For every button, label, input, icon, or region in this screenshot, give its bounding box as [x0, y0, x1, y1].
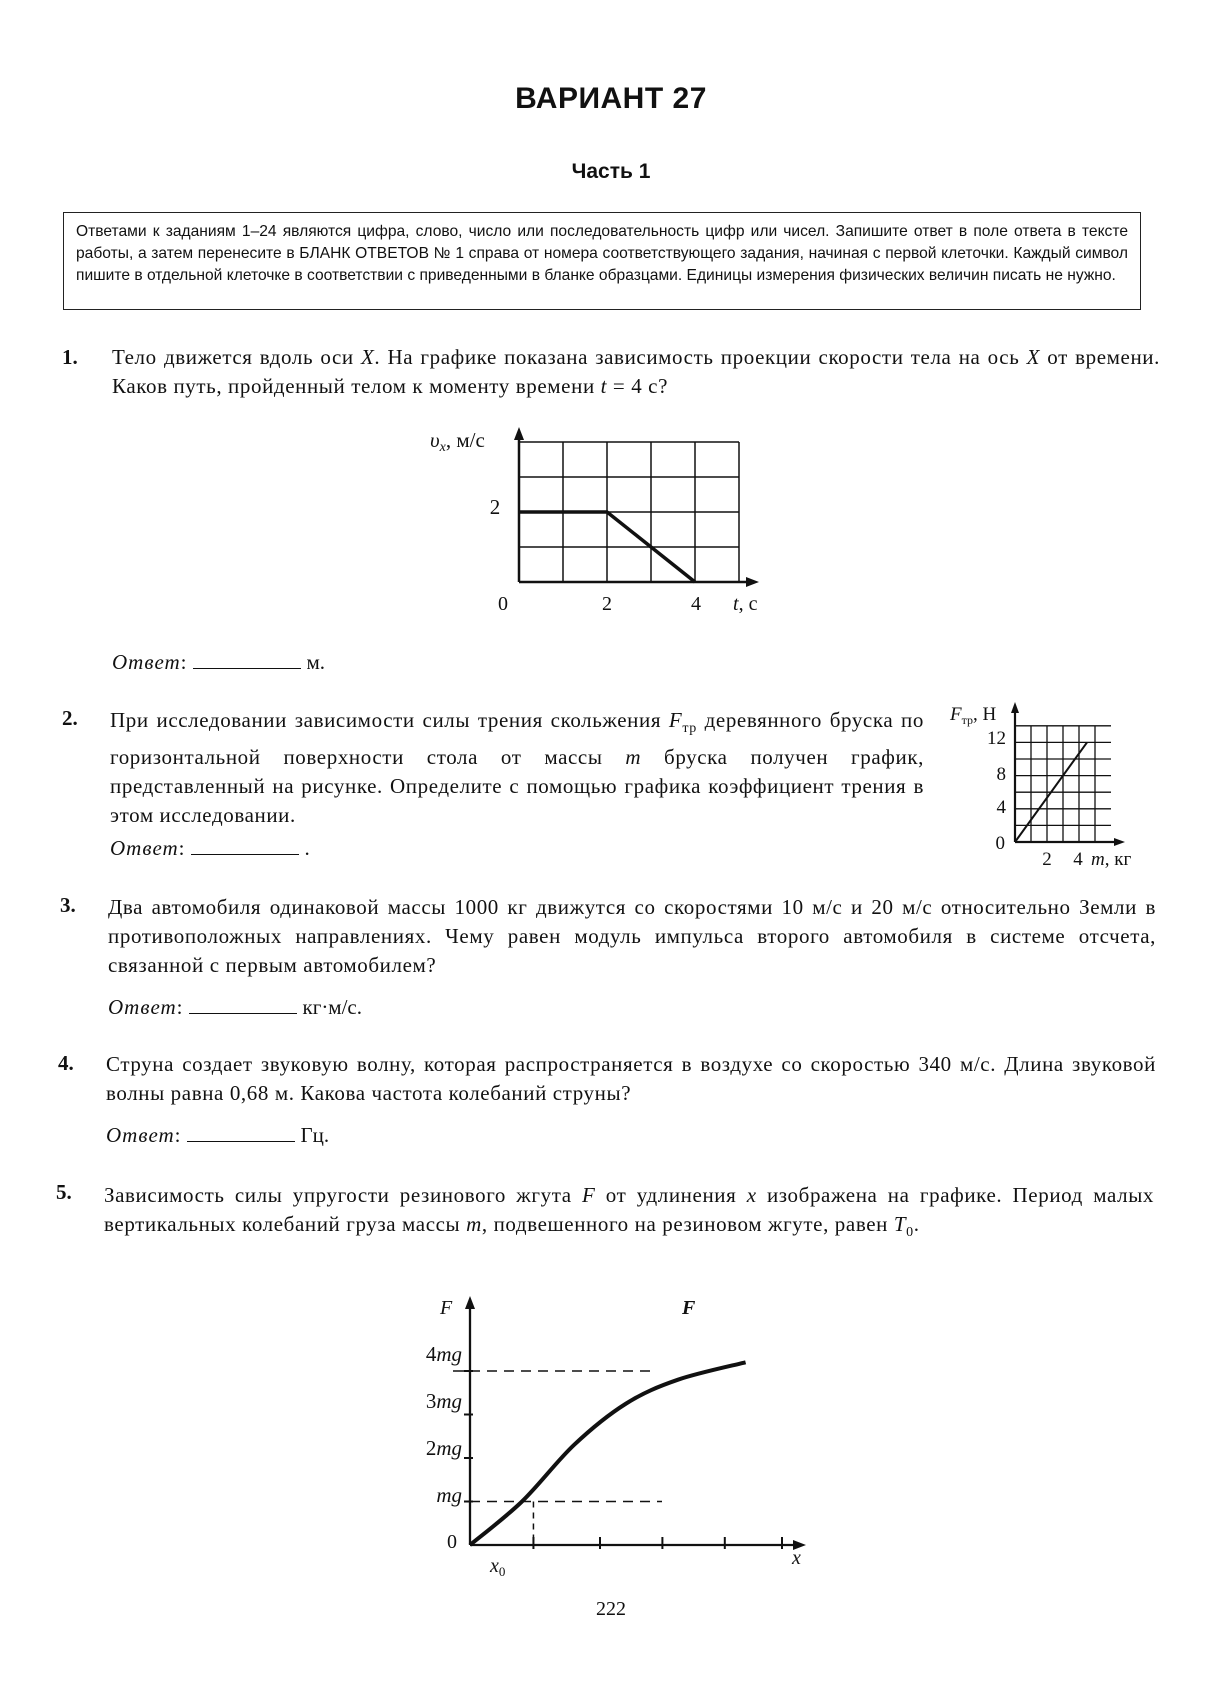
answer-field-2[interactable]	[191, 836, 299, 855]
q5-ytick-4mg: 4mg	[425, 1342, 462, 1366]
question-2-text: При исследовании зависимости силы трения скольжения $F_{тр}$ деревянного бруска по горизонтальной поверхности стола от массы m бруска получен график, представленный на рисунке. Определите с помощью графика коэффициент трения в этом исследовании.	[110, 708, 924, 828]
q5-curve-label: F	[682, 1297, 696, 1319]
q5-series-curve	[470, 1362, 746, 1545]
chart-q5	[390, 1290, 830, 1580]
q1-x-label: t, с	[733, 593, 758, 615]
answer-field-3[interactable]	[189, 995, 297, 1014]
q2-ytick-4: 4	[996, 797, 1006, 818]
question-3-text: Два автомобиля одинаковой массы 1000 кг движутся со скоростями 10 м/с и 20 м/с относительно Земли в противоположных направлениях. Чему равен модуль импульса второго автомобиля в системе отсчета, связанной с первым автомобилем?	[108, 895, 1156, 977]
q1-xtick-2: 2	[602, 593, 612, 615]
q1-ytick-2: 2	[489, 495, 501, 519]
q2-x-label: m, кг	[1091, 849, 1132, 870]
q1-origin-label: 0	[498, 593, 508, 615]
chart-q1	[400, 420, 780, 615]
question-2-number: 2.	[62, 706, 78, 730]
q1-xtick-4: 4	[691, 593, 701, 615]
q2-xtick-2: 2	[1042, 849, 1052, 870]
question-4-number: 4.	[58, 1051, 74, 1075]
q2-ytick-8: 8	[996, 764, 1006, 785]
q5-y-label: F	[440, 1297, 453, 1319]
q5-origin-label: 0	[447, 1531, 457, 1553]
answer-line-2: Ответ: .	[110, 836, 310, 860]
chart-q2	[935, 696, 1155, 871]
question-4-text: Струна создает звуковую волну, которая распространяется в воздухе со скоростью 340 м/с. Длина звуковой волны равна 0,68 м. Какова частота колебаний струны?	[106, 1052, 1156, 1105]
q5-ytick-2mg: 2mg	[425, 1436, 462, 1460]
q5-y-arrow	[465, 1296, 475, 1309]
page-title: ВАРИАНТ 27	[515, 82, 707, 115]
q1-x-arrow	[746, 577, 759, 587]
answer-line-1: Ответ: м.	[112, 650, 326, 674]
q5-ytick-3mg: 3mg	[425, 1389, 462, 1413]
q1-y-label: υx, м/с	[430, 428, 485, 455]
question-3-number: 3.	[60, 893, 76, 917]
q5-x-label: x	[792, 1547, 801, 1569]
q1-y-arrow	[514, 427, 524, 440]
q5-x0-label: $x_0$	[490, 1555, 506, 1579]
answer-field-1[interactable]	[193, 650, 301, 669]
q2-x-arrow	[1114, 838, 1125, 846]
answer-line-4: Ответ: Гц.	[106, 1123, 330, 1147]
part-heading: Часть 1	[571, 160, 651, 183]
answer-line-3: Ответ: кг·м/с.	[108, 995, 363, 1019]
instructions-box: Ответами к заданиям 1–24 являются цифра, слово, число или последовательность цифр или чисел. Запишите ответ в поле ответа в тексте работы, а затем перенесите в БЛАНК ОТВЕТОВ № 1 справа от номера соответствующего задания, начиная с первой клеточки. Каждый символ пишите в отдельной клеточке в соответствии с приведенными в бланке образцами. Единицы измерения физических величин писать не нужно.	[63, 212, 1141, 310]
q5-ytick-mg: mg	[436, 1483, 462, 1507]
q2-xtick-4: 4	[1073, 849, 1083, 870]
answer-field-4[interactable]	[187, 1123, 295, 1142]
q2-y-arrow	[1011, 702, 1019, 713]
q5-dashed-guides	[453, 1371, 662, 1545]
question-5-text: Зависимость силы упругости резинового жгута F от удлинения x изображена на графике. Период малых вертикальных колебаний груза массы m, подвешенного на резиновом жгуте, равен $T_0$.	[104, 1183, 1155, 1241]
q2-ytick-12: 12	[987, 728, 1006, 749]
question-1-number: 1.	[62, 345, 78, 369]
q2-origin-label: 0	[995, 833, 1005, 854]
q2-grid	[1015, 726, 1111, 842]
q5-tick-marks	[464, 1371, 782, 1549]
q2-y-label: $F_{тр}$, Н	[950, 704, 997, 727]
question-1-text: Тело движется вдоль оси X. На графике показана зависимость проекции скорости тела на ось X от времени. Каков путь, пройденный телом к моменту времени t = 4 с?	[112, 345, 1160, 398]
page-number: 222	[596, 1598, 626, 1620]
question-5-number: 5.	[56, 1180, 72, 1204]
